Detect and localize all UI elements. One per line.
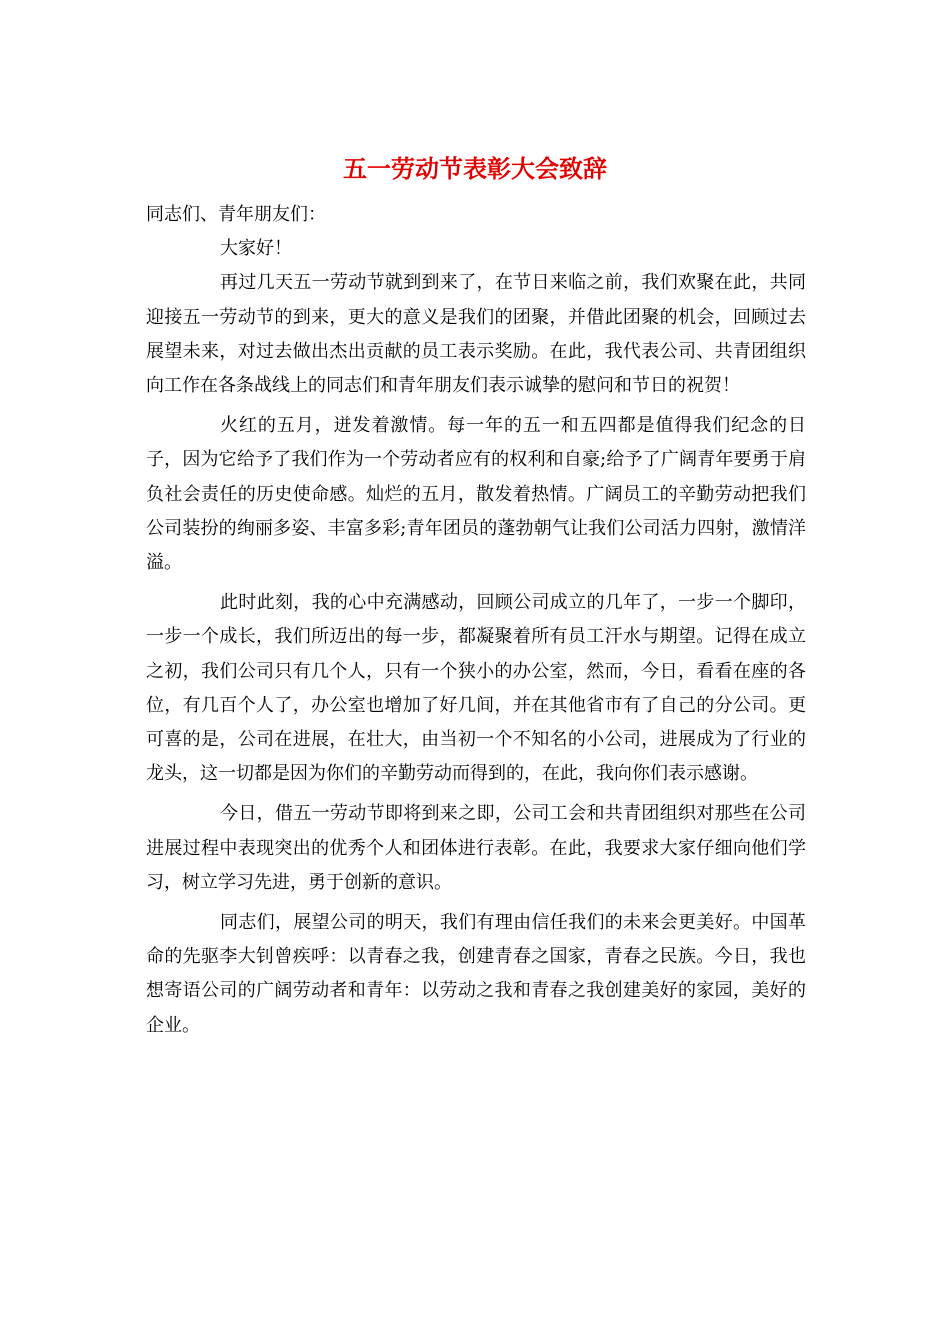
salutation: 同志们、青年朋友们： — [146, 204, 326, 225]
body-paragraph-4: 今日，借五一劳动节即将到来之即，公司工会和共青团组织对那些在公司进展过程中表现突出的优秀个人和团体进行表彰。在此，我要求大家仔细向他们学习，树立学习先进，勇于创新的意识。 — [146, 803, 806, 893]
body-paragraph-3: 此时此刻，我的心中充满感动，回顾公司成立的几年了，一步一个脚印，一步一个成长，我们所迈出的每一步，都凝聚着所有员工汗水与期望。记得在成立之初，我们公司只有几个人，只有一个狭小的办公室，然而，今日，看看在座的各位，有几百个人了，办公室也增加了好几间，并在其他省市有了自己的分公司。更可喜的是，公司在进展，在壮大，由当初一个不知名的小公司，进展成为了行业的龙头，这一切都是因为你们的辛勤劳动而得到的，在此，我向你们表示感谢。 — [146, 592, 806, 785]
body-paragraph-2: 火红的五月，迸发着激情。每一年的五一和五四都是值得我们纪念的日子，因为它给予了我们作为一个劳动者应有的权利和自豪;给予了广阔青年要勇于肩负社会责任的历史使命感。灿烂的五月，散发着热情。广阔员工的辛勤劳动把我们公司装扮的绚丽多姿、丰富多彩;青年团员的蓬勃朝气让我们公司活力四射，激情洋溢。 — [146, 415, 806, 574]
body-paragraph-1: 再过几天五一劳动节就到到来了，在节日来临之前，我们欢聚在此，共同迎接五一劳动节的到来，更大的意义是我们的团聚，并借此团聚的机会，回顾过去展望未来，对过去做出杰出贡献的员工表示奖励。在此，我代表公司、共青团组织向工作在各条战线上的同志们和青年朋友们表示诚挚的慰问和节日的祝贺！ — [146, 272, 806, 397]
greeting-paragraph: 大家好！ — [220, 238, 292, 260]
document-title: 五一劳动节表彰大会致辞 — [343, 154, 607, 183]
document-body — [146, 198, 806, 1043]
body-paragraph-5: 同志们，展望公司的明天，我们有理由信任我们的未来会更美好。中国革命的先驱李大钊曾疾呼：以青春之我，创建青春之国家，青春之民族。今日，我也想寄语公司的广阔劳动者和青年：以劳动之我和青春之我创建美好的家园，美好的企业。 — [146, 912, 806, 1036]
